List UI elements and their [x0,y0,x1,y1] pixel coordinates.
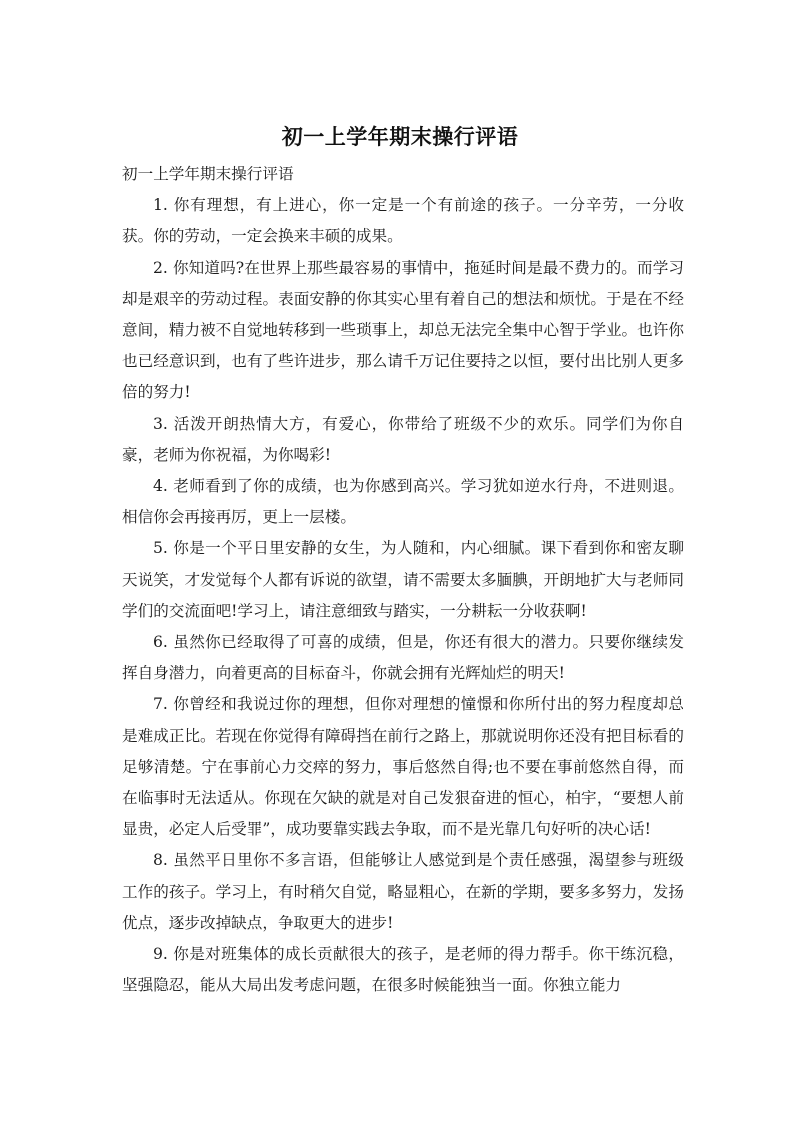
document-subtitle: 初一上学年期末操行评语 [122,165,294,183]
comment-item-4: 4. 老师看到了你的成绩，也为你感到高兴。学习犹如逆水行舟，不进则退。相信你会再接再厉，更上一层楼。 [122,477,684,527]
document-body [122,159,684,1001]
comment-item-3: 3. 活泼开朗热情大方，有爱心，你带给了班级不少的欢乐。同学们为你自豪，老师为你祝福，为你喝彩! [122,414,684,464]
comment-item-5: 5. 你是一个平日里安静的女生，为人随和，内心细腻。课下看到你和密友聊天说笑，才发觉每个人都有诉说的欲望，请不需要太多腼腆，开朗地扩大与老师同学们的交流面吧!学习上，请注意细致与踏实，一分耕耘一分收获啊! [122,539,684,620]
comment-item-1: 1. 你有理想，有上进心，你一定是一个有前途的孩子。一分辛劳，一分收获。你的劳动，一定会换来丰硕的成果。 [122,196,684,246]
document-title: 初一上学年期末操行评语 [281,125,519,149]
comment-item-2: 2. 你知道吗?在世界上那些最容易的事情中，拖延时间是最不费力的。而学习却是艰辛的劳动过程。表面安静的你其实心里有着自己的想法和烦忧。于是在不经意间，精力被不自觉地转移到一些琐事上，却总无法完全集中心智于学业。也许你也已经意识到，也有了些许进步，那么请千万记住要持之以恒，要付出比别人更多倍的努力! [122,258,684,402]
comment-item-9: 9. 你是对班集体的成长贡献很大的孩子，是老师的得力帮手。你干练沉稳，坚强隐忍，能从大局出发考虑问题，在很多时候能独当一面。你独立能力 [122,945,684,995]
comment-item-7: 7. 你曾经和我说过你的理想，但你对理想的憧憬和你所付出的努力程度却总是难成正比。若现在你觉得有障碍挡在前行之路上，那就说明你还没有把目标看的足够清楚。宁在事前心力交瘁的努力，事后悠然自得;也不要在事前悠然自得，而在临事时无法适从。你现在欠缺的就是对自己发狠奋进的恒心，柏宇，“要想人前显贵，必定人后受罪”，成功要靠实践去争取，而不是光靠几句好听的决心话! [122,695,684,839]
comment-item-8: 8. 虽然平日里你不多言语，但能够让人感觉到是个责任感强，渴望参与班级工作的孩子。学习上，有时稍欠自觉，略显粗心，在新的学期，要多多努力，发扬优点，逐步改掉缺点，争取更大的进步! [122,851,684,932]
comment-item-6: 6. 虽然你已经取得了可喜的成绩，但是，你还有很大的潜力。只要你继续发挥自身潜力，向着更高的目标奋斗，你就会拥有光辉灿烂的明天! [122,633,684,683]
